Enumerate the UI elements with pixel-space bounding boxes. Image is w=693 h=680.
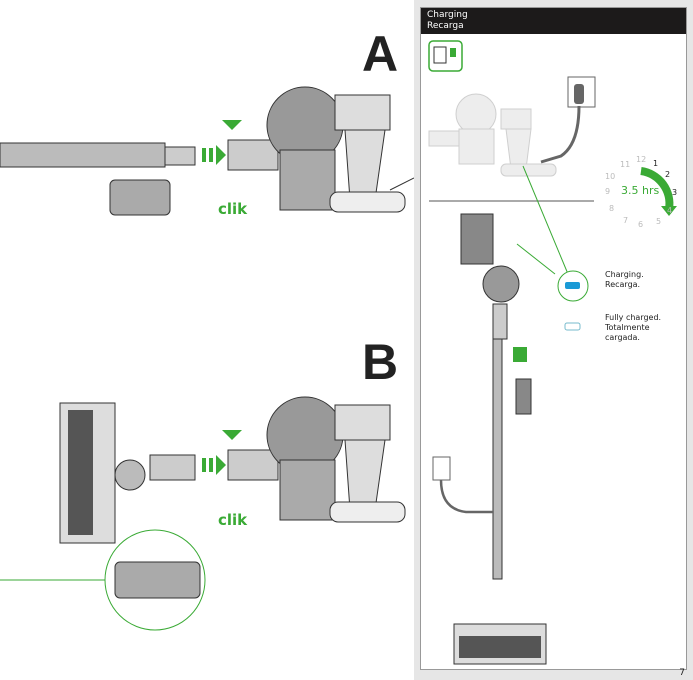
clock-7: 7 bbox=[623, 216, 629, 225]
status-full-en: Fully charged. bbox=[605, 313, 662, 322]
title-es: Recarga bbox=[427, 21, 464, 31]
status-full bbox=[605, 313, 661, 343]
status-full-es2: cargada. bbox=[605, 333, 640, 342]
title-en: Charging bbox=[427, 10, 468, 20]
clock-3: 3 bbox=[672, 188, 678, 197]
status-full-es1: Totalmente bbox=[605, 323, 650, 332]
clock-4: 4 bbox=[667, 206, 673, 215]
charge-clock bbox=[601, 153, 681, 233]
charging-panel bbox=[420, 7, 687, 670]
clock-6: 6 bbox=[638, 220, 644, 229]
charge-time: 3.5 hrs bbox=[621, 184, 660, 197]
status-charging-es: Recarga. bbox=[605, 280, 641, 289]
clik-label-b: clik bbox=[218, 511, 248, 529]
clock-11: 11 bbox=[620, 160, 631, 169]
clock-10: 10 bbox=[605, 172, 616, 181]
charging-illustration bbox=[421, 34, 688, 671]
clik-label-a: clik bbox=[218, 200, 248, 218]
clock-8: 8 bbox=[609, 204, 615, 213]
charging-header bbox=[421, 8, 686, 34]
clock-12: 12 bbox=[636, 155, 647, 164]
status-charging bbox=[605, 270, 644, 290]
clock-5: 5 bbox=[656, 217, 662, 226]
clock-2: 2 bbox=[665, 170, 671, 179]
clock-1: 1 bbox=[653, 159, 659, 168]
clock-9: 9 bbox=[605, 187, 611, 196]
step-a-label: A bbox=[362, 26, 399, 82]
page-number: 7 bbox=[679, 668, 685, 678]
status-charging-en: Charging. bbox=[605, 270, 644, 279]
step-b-label: B bbox=[362, 334, 399, 390]
